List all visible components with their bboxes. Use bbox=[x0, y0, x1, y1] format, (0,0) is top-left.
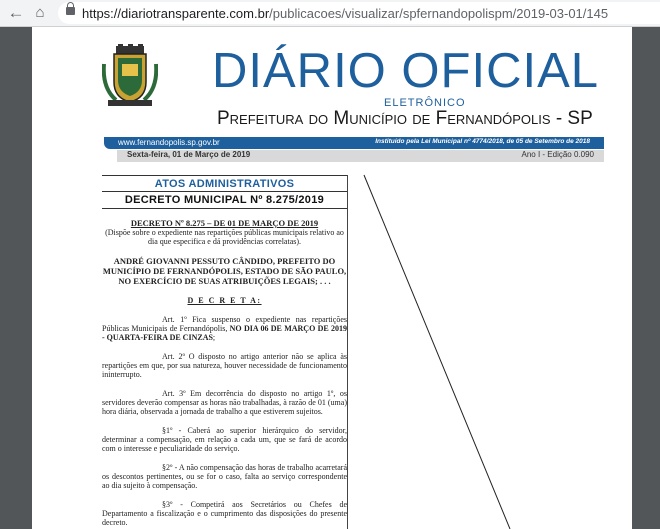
prefeitura-name: Prefeitura do Município de Fernandópolis - SP bbox=[217, 108, 593, 129]
article-1: Art. 1º Fica suspenso o expediente nas repartições Públicas Municipais de Fernandópolis, NO DIA 06 DE MARÇO DE 2019 - QUARTA-FEIRA DE CINZAS; bbox=[102, 315, 348, 342]
lock-icon bbox=[66, 7, 75, 15]
home-icon[interactable]: ⌂ bbox=[35, 4, 45, 21]
url-path: /publicacoes/visualizar/spfernandopolispm/2019-03-01/145 bbox=[269, 6, 609, 21]
url-domain: https://diariotransparente.com.br bbox=[82, 6, 270, 21]
decree-heading: DECRETO MUNICIPAL Nº 8.275/2019 bbox=[102, 191, 347, 209]
law-reference: Instituído pela Lei Municipal nº 4774/2018, de 05 de Setembro de 2018 bbox=[375, 138, 590, 145]
masthead-subtitle: ELETRÔNICO bbox=[384, 97, 466, 109]
mayor-statement: ANDRÉ GIOVANNI PESSUTO CÂNDIDO, PREFEITO DO MUNICÍPIO DE FERNANDÓPOLIS, ESTADO DE SÃO PAULO, NO EXERCÍCIO DE SUAS ATRIBUIÇÕES LEGAIS; . . . bbox=[102, 256, 347, 286]
article-2: Art. 2º O disposto no artigo anterior não se aplica às repartições em que, por sua natureza, houver necessidade de funcionamento ininterrupto. bbox=[102, 352, 347, 379]
decree-title: DECRETO Nº 8.275 – DE 01 DE MARÇO DE 2019 bbox=[130, 218, 319, 228]
paragraph-2: §2º - A não compensação das horas de trabalho acarretará os descontos pertinentes, ou se for o caso, falta ao serviço correspondente ao dia sujeito à compensação. bbox=[102, 463, 347, 490]
pdf-page bbox=[32, 27, 632, 529]
address-bar[interactable] bbox=[58, 2, 660, 24]
blank-column-strike-line bbox=[32, 27, 632, 529]
url-text[interactable] bbox=[82, 6, 608, 21]
issue-date: Sexta-feira, 01 de Março de 2019 bbox=[127, 150, 251, 159]
website-link[interactable]: www.fernandopolis.sp.gov.br bbox=[118, 138, 220, 147]
article-3: Art. 3º Em decorrência do disposto no artigo 1º, os servidores deverão compensar as horas não trabalhadas, à razão de 01 (uma) hora diária, observada a jornada de trabalho a que estiverem sujeitos. bbox=[102, 389, 347, 416]
edition-number: Ano I - Edição 0.090 bbox=[521, 150, 594, 159]
paragraph-1: §1º - Caberá ao superior hierárquico do servidor, determinar a compensação, em relação a cada um, que se fará de acordo com o interesse e peculiaridade do serviço. bbox=[102, 426, 347, 453]
decree-summary: (Dispõe sobre o expediente nas repartições públicas municipais relativo ao dia que especifica e dá providências correlatas). bbox=[105, 228, 344, 246]
decreta-heading: D E C R E T A: bbox=[187, 296, 262, 305]
paragraph-3: §3º - Competirá aos Secretários ou Chefes de Departamento a fiscalização e o cumprimento das disposições do presente decreto. bbox=[102, 500, 347, 527]
section-heading: ATOS ADMINISTRATIVOS bbox=[102, 175, 347, 191]
back-arrow-icon[interactable]: ← bbox=[7, 3, 25, 22]
browser-toolbar bbox=[0, 0, 660, 27]
masthead-title: DIÁRIO OFICIAL bbox=[212, 44, 600, 98]
